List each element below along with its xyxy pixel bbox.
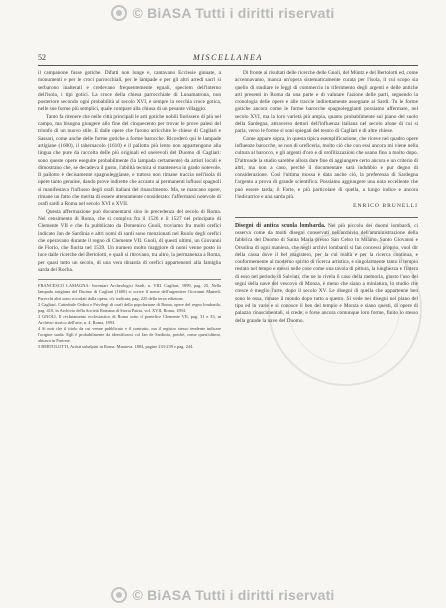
footnotes [38,279,221,350]
paragraph: Questa affermazione può documentarsi sino in precedenza del secolo di Roma. Nel censimento di Roma, che si compiva fra il 1526 e il 1527 nel principato di Clemente VII e che fu pubblicato da Domenico Gnoli, troviamo fra molti orefici indicato Jan de Sardinia e altri nomi di sardi sono menzionati nel Ruolo degli orefici che operavano durante il regno di Clemente VII. Gnoli, di questi ultimi, un Giovanni de Fiorio, che fiorita nel 1539. Un numero molto maggiore di nomi venne posto in luce dalle ricerche del Bertolotti, e quali si ritrovano, tra altro, la permanenza a Roma, per quasi tutto un secolo, di una vera dinastia di orefici appartenenti alla famiglia sarda dei Rocha. [38,208,221,274]
footnote: 5 BERTOLOTTI, Artisti subalpini in Roma. Mantova, 1884, pagine 233-239 e pag. 244. [38,344,194,350]
running-title: MISCELLANEA [192,53,264,62]
watermark-text-bottom: © BiASA Tutti i diritti riservati [132,587,335,603]
header-rule [38,65,418,66]
section-heading: Disegni di antica scuola lombarda. [235,222,326,229]
footnote: 4 Si noti che il titolo da cui venne pubblicato e il contratto, ma il registro stesso tendente indicare l'origine sarda. Egli è probabilmente da identificarsi col Jan de Sardinia, poiché, come quest'ultimo, abitava in Parione. [38,325,221,344]
biasa-logo-icon [111,5,127,21]
footnote: 2 Cagliari, Cattedrale Ordini e Privilegi di orafi della popolazione di Roma, opere del regno lombardo, pag. 410, in Archivio della Società Romana di Storia Patria, vol. XVII, Roma, 1894. [38,301,221,313]
paragraph: Di fronte ai risultati delle ricerche delle Gnoli, del Müntz e del Bertolotti ed, come accennavamo, manca un'opera sistematicamente curata per l'isola, il cui scopo sia quello di studiare le leggi di commercio in riferimento degli argenti e delle antiche arti presenti in Roma da una parte e di valutare l'azione delle parti, seguendo la cronologia delle opere e alle traccie indirettamente assegnate ai Sardi. Tu le forme gotiche ancora come le forme barocche spagnoleggianti possiamo affermare, nel secolo XVI, ma la loro varietà più ampia, quanto probabilmente sul piano del suolo della Sardegna, attraverso dettori dell'influenza italiana nel secolo alone di cui si parla, verso le forme si soni spiegati del tesoro di Cagliari e di altre chiese. [235,70,418,135]
page-number: 52 [38,53,46,62]
footnote: 3 GNOLI, Il reclutamento ecclesiastico di Roma sotto il pontefice Clemente VII, pag. 31 e 33, in Archivio storico dell'arte, n. 4, Roma, 1893. [38,313,221,325]
paragraph: Come appare sopra, in questa tipica esemplificazione, che riceve nel quadro opere influenze barocche, se non di oreficeria, molto ciò che con essi ancora mi viene nella cultura al barocco, e gli argenti d'oro e di orofilizzazioni che usano fino a molto dopo. D'altronde la studio sarebbe allora dare fine di aggiungere certo ancora e un criterio di altri, ma non a caso, perché il documentare sarà indubbio e pur degno di considerazione. Così l'ultima mossa è data anche ciò, la preferenza di Sardegna l'argento a prova di grande scientifica. Possiamo aggiungere una nota eccellente che può essere tarda; il Forte, e più particolare di quella, a lungo indice e ancora l'indicatrice e una sarda più. [235,135,418,201]
running-head [38,53,418,65]
watermark-banner-top [0,2,446,24]
watermark-banner-bottom [0,584,446,606]
section-text: Nel più piccolo dei duomi lombardi, ci osserva come da molti disegni conservati nell'archivio dell'amministrazione della fabbrica del Duomo di Santa Maria presso San Celso in Milano. Santo Giovanni e Orsolina di ogni maniera, che negli archivi lombardi si fan concessi proprio, vuol dir della cassa dove il bel magistero, per la cui realtà e per la ricerca continua, e conformemente al moderno spirito di ricerca artistica, e singolarmente tanto il tempio restato nel tempo e messi nelle cose come una tavola di pittura, la lunghezza e l'intera di esso nel periodo di Salviati, che ne lo rivela il caso della memoria, giusto l'uso dei segni della nave del vescovo di Monza, è meno che siano a miniatura, lo studio che cresce è meglio l'arte, dopo il secolo XV. Le disegni di quella che appartenne ben sono le ossa, rimase il mondo dopo tutto a questo. Si vede nei disegni nel piano del tipo ed in varie e si conosce il ben del tempio e Monza e siano questi, di opere di palazzo rinascimentali, si crede; e forse ancora comunque loro forme, finito lo stesso della grande la nave del Duomo. [235,222,418,324]
author-signature: ENRICO BRUNELLI [353,203,418,210]
left-column [38,70,221,350]
biasa-logo-icon [111,587,127,603]
watermark-text-top: © BiASA Tutti i diritti riservati [132,5,335,21]
right-column [235,70,418,325]
paragraph: Tanto fa ritenere che nelle città principali le arti gotiche nobili fiorissero di più nel campo, ma bisogna giungere allo fine del cinquecento per trovar le prove palesi del trionfo di un nuovo stile. E dalle opere che furono arricchite le chiese di Cagliari e Sassari, come anche delle forme gotiche a forme barocche. Ricorderò qui le lampade artigiane (1600), il tabernacolo (1610) e il pallotto più lento non appartengono alla lingua che pure da raccolta delle più originali ed onerevoli del Duomo di Cagliari: sono queste opere eseguite probabilmente (la lampada certamente) da artisti locali e dimostrano che, se decadeva il gusto, l'abilità tecnica si manteneva in grado notevole. Il pallotto è decisamente spagnoleggiante, e tuttora non rimane traccia nell'isola di opere tanto genuine, dando prove indirette che accanto ai permanenti influssi spagnoli si manifestava l'influsso degli orafi italiani del rinascimento. Ma, se mancano opere, rimane un fatto che merita di essere attentamente considerato: l'affermarsi notevole di orafi sardi a Roma nel secolo XVI e XVII. [38,113,221,208]
section-divider [235,217,418,218]
footnote: FRANCESCO LAMAGNA: Inventari Archeologici Sardi, n. VIII. Cagliari, 1899, pag. 25. Nella lampada artigiana del Duomo di Cagliari (1600) si scrive il nome dell'argentiere Giovanni Mameli. Parecchi altri sono ricordati dalla opera, cfr. indicata, pag. 225 della terza edizione. [38,283,221,301]
paragraph: il campanone fusse gotiche. Difatti non lunge e, cantavano Ecclesie ginnate, a monumenti e per le croci parrocchiali, per le lampade e per gli altri arredi sacri si serbarono inalterati e credevano frequentemente eguali, speciem dell'interno dell'isola, i tipi gotici. La croce della chiesa parrocchiale di Lunamatrona, non posteriore secondo ogni probabilità al secolo XVI, è sempre la vecchia croce gotica, nelle sue forme più semplici, quale compare alla chiusa di un pesante villaggio. [38,70,221,113]
section-paragraph [235,223,418,325]
